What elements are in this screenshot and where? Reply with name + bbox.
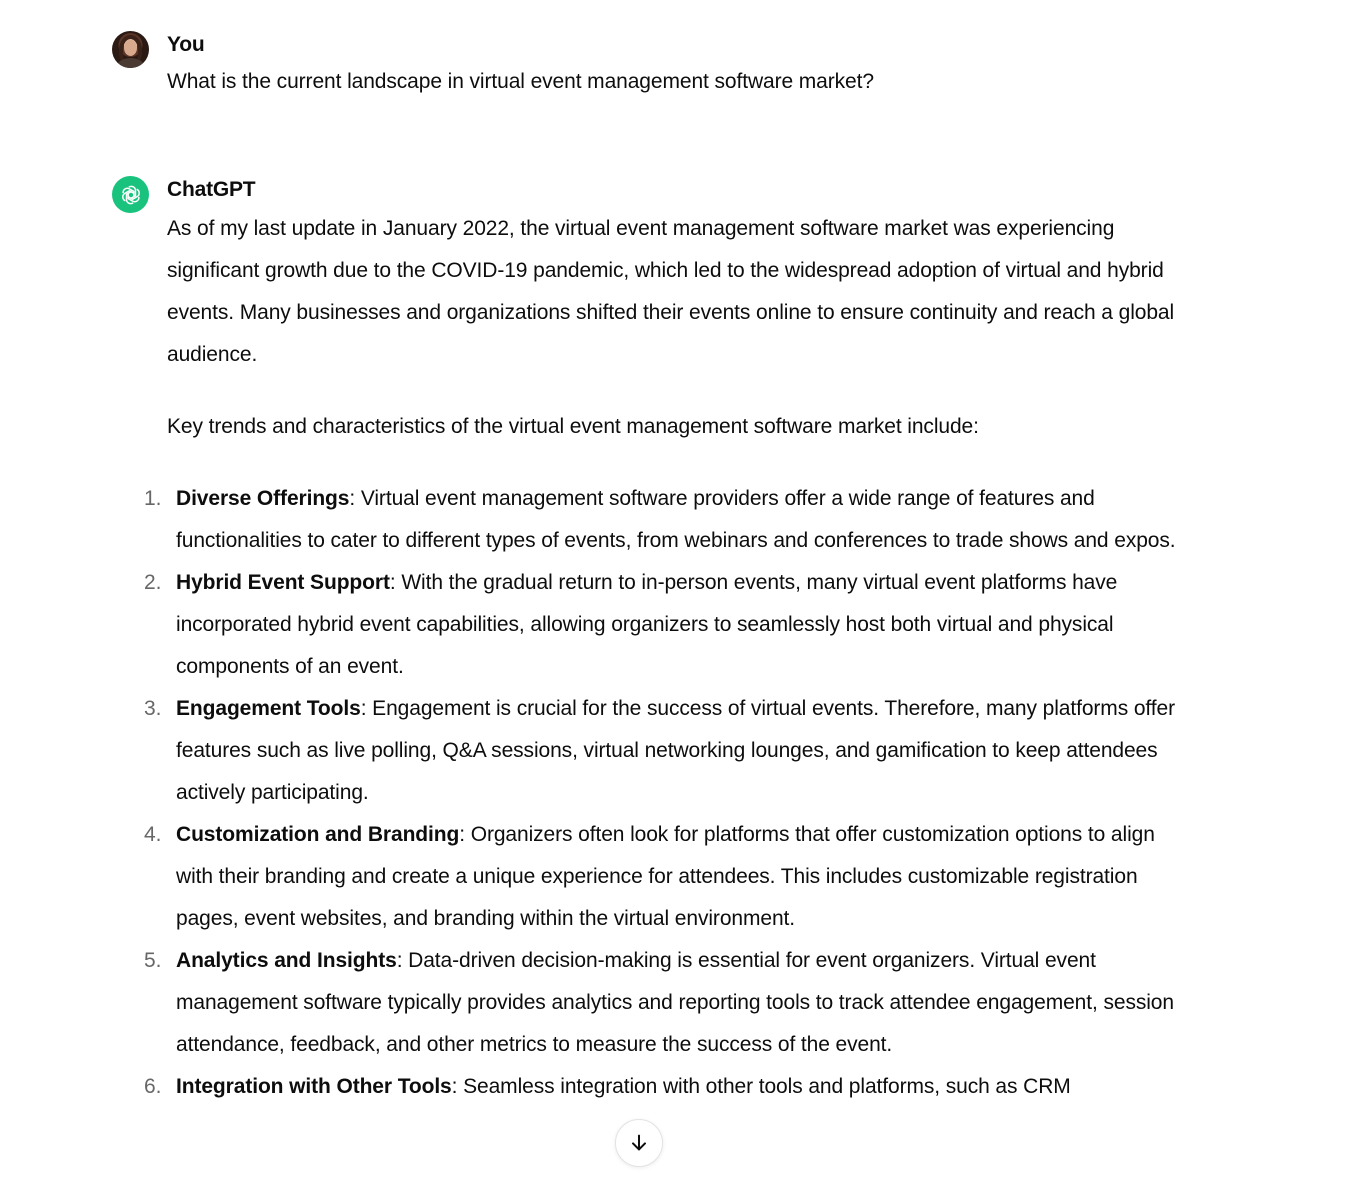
list-item-number: 4. (144, 823, 162, 846)
list-item-number: 5. (144, 949, 162, 972)
list-item (144, 940, 1197, 1066)
list-item-title: Integration with Other Tools (176, 1075, 452, 1098)
list-item-number: 3. (144, 697, 162, 720)
list-item-number: 6. (144, 1075, 162, 1098)
assistant-author-label: ChatGPT (167, 178, 256, 201)
list-item (144, 562, 1197, 688)
openai-logo-icon (112, 176, 149, 213)
list-item-title: Engagement Tools (176, 697, 361, 720)
list-item-title: Hybrid Event Support (176, 571, 390, 594)
list-item (144, 1066, 1197, 1108)
assistant-lead-paragraph: Key trends and characteristics of the virtual event management software market include: (167, 415, 979, 438)
user-author-label: You (167, 33, 205, 56)
list-item-text: : Virtual event management software providers offer a wide range of features and functionalities to cater to different types of events, from webinars and conferences to trade shows and expos. (176, 487, 1176, 552)
scroll-to-bottom-button[interactable] (615, 1119, 663, 1167)
list-item-text: : Seamless integration with other tools and platforms, such as CRM (451, 1075, 1071, 1098)
list-item-text: : Engagement is crucial for the success of virtual events. Therefore, many platforms offer features such as live polling, Q&A sessions, virtual networking lounges, and gamification to keep attendees actively participating. (176, 697, 1175, 804)
list-item-number: 1. (144, 487, 162, 510)
list-item (144, 814, 1197, 940)
list-item (144, 688, 1197, 814)
user-avatar (112, 31, 149, 68)
list-item (144, 478, 1197, 562)
list-item-title: Analytics and Insights (176, 949, 397, 972)
assistant-intro-paragraph: As of my last update in January 2022, the virtual event management software market was experiencing significant growth due to the COVID-19 pandemic, which led to the widespread adoption of virtual and hybrid events. Many businesses and organizations shifted their events online to ensure continuity and reach a global audience. (167, 217, 1175, 366)
list-item-text: : Data-driven decision-making is essential for event organizers. Virtual event management software typically provides analytics and reporting tools to track attendee engagement, session attendance, feedback, and other metrics to measure the success of the event. (176, 949, 1174, 1056)
assistant-message-body (144, 208, 1197, 1108)
list-item-number: 2. (144, 571, 162, 594)
trends-list (144, 478, 1197, 1108)
list-item-text: : With the gradual return to in-person events, many virtual event platforms have incorporated hybrid event capabilities, allowing organizers to seamlessly host both virtual and physical components of an event. (176, 571, 1118, 678)
list-item-title: Diverse Offerings (176, 487, 350, 510)
list-item-title: Customization and Branding (176, 823, 460, 846)
list-item-text: : Organizers often look for platforms that offer customization options to align with their branding and create a unique experience for attendees. This includes customizable registration pages, event websites, and branding within the virtual environment. (176, 823, 1155, 930)
user-message-text: What is the current landscape in virtual event management software market? (167, 70, 874, 93)
arrow-down-icon (628, 1132, 650, 1154)
